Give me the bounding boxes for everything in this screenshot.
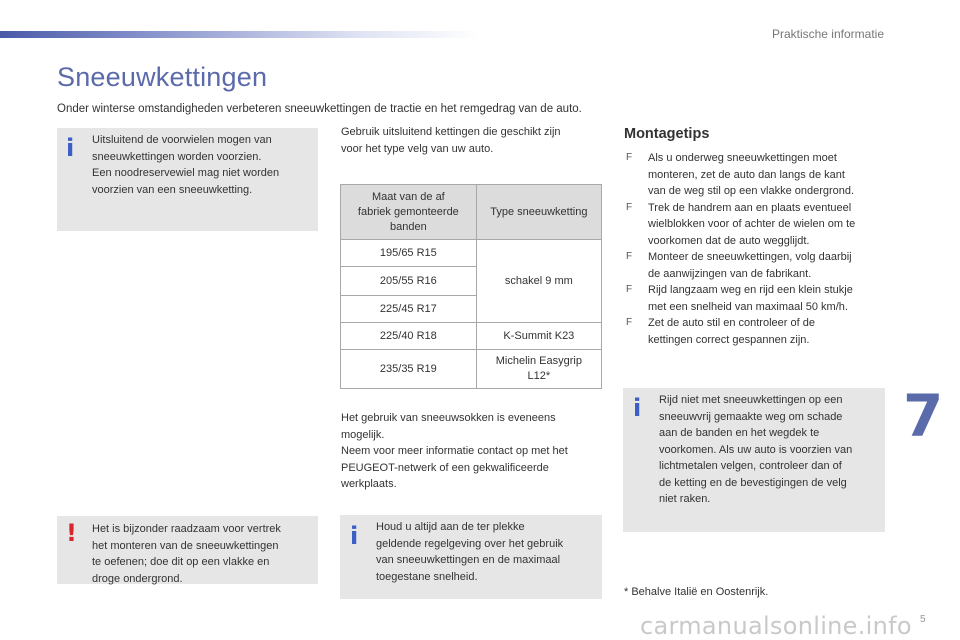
montagetips-heading: Montagetips (624, 126, 710, 142)
table-cell-chain: Michelin Easygrip L12* (476, 350, 601, 389)
practice-warning-text: Het is bijzonder raadzaam voor vertrek het monteren van de sneeuwkettingen te oefenen; doe dit op een vlakke en droge ondergrond. (92, 523, 281, 585)
bullet-icon: F (626, 317, 633, 328)
list-item: F Trek de handrem aan en plaats eventueel wielblokken voor of achter de wielen om te voorkomen dat de auto wegglijdt. (626, 201, 856, 247)
table-cell-size: 225/45 R17 (341, 296, 477, 323)
chain-type-paragraph: Gebruik uitsluitend kettingen die geschikt zijn voor het type velg van uw auto. (341, 126, 561, 155)
info-icon: i (66, 134, 75, 162)
table-cell-chain: K-Summit K23 (476, 323, 601, 350)
footnote: * Behalve Italië en Oostenrijk. (624, 586, 769, 598)
table-cell-size: 195/65 R15 (341, 240, 477, 267)
chapter-number: 7 (903, 382, 944, 450)
snow-socks-paragraph: Het gebruik van sneeuwsokken is eveneens mogelijk. Neem voor meer informatie contact op met het PEUGEOT-netwerk of een gekwalificeerde werkplaats. (341, 412, 568, 490)
table-cell-chain-grouped: schakel 9 mm (476, 240, 601, 323)
watermark: carmanualsonline.info (640, 612, 912, 640)
table-cell-size: 225/40 R18 (341, 323, 477, 350)
intro-text: Onder winterse omstandigheden verbeteren sneeuwkettingen de tractie en het remgedrag van de auto. (57, 103, 582, 115)
list-item: F Als u onderweg sneeuwkettingen moet monteren, zet de auto dan langs de kant van de weg stil op een vlakke ondergrond. (626, 152, 855, 197)
table-row (341, 350, 602, 389)
list-item: F Monteer de sneeuwkettingen, volg daarbij de aanwijzingen van de fabrikant. (626, 251, 852, 280)
tyre-chain-table (340, 184, 602, 389)
table-cell-size: 205/55 R16 (341, 267, 477, 296)
warning-icon: ! (66, 519, 77, 547)
page-number: 5 (920, 614, 926, 625)
table-cell-size: 235/35 R19 (341, 350, 477, 389)
info-icon: i (633, 394, 642, 422)
front-wheels-info-text: Uitsluitend de voorwielen mogen van sneeuwkettingen worden voorzien. Een noodreservewiel mag niet worden voorzien van een sneeuwketting. (92, 134, 280, 196)
montagetips-list (624, 150, 884, 348)
table-row (341, 240, 602, 267)
info-icon: i (350, 522, 359, 550)
page-title: Sneeuwkettingen (57, 62, 268, 92)
bullet-icon: F (626, 284, 633, 295)
header-gradient-bar (0, 31, 480, 38)
alloy-wheels-info-text: Rijd niet met sneeuwkettingen op een sneeuwvrij gemaakte weg om schade aan de banden en het wegdek te voorkomen. Als uw auto is voorzien van lichtmetalen velgen, controleer dan of de ketting en de bevestigingen de velg niet raken. (659, 394, 853, 505)
table-header-tyre-size: Maat van de af fabriek gemonteerde banden (341, 185, 477, 240)
table-header-chain-type: Type sneeuwketting (476, 185, 601, 240)
bullet-icon: F (626, 152, 633, 163)
list-item: F Rijd langzaam weg en rijd een klein stukje met een snelheid van maximaal 50 km/h. (626, 284, 853, 313)
bullet-icon: F (626, 201, 633, 213)
regulations-info-text: Houd u altijd aan de ter plekke geldende regelgeving over het gebruik van sneeuwkettingen en de maximaal toegestane snelheid. (376, 521, 564, 583)
list-item: F Zet de auto stil en controleer of de kettingen correct gespannen zijn. (626, 317, 815, 346)
bullet-icon: F (626, 251, 633, 262)
section-title: Praktische informatie (771, 27, 884, 41)
table-row (341, 323, 602, 350)
